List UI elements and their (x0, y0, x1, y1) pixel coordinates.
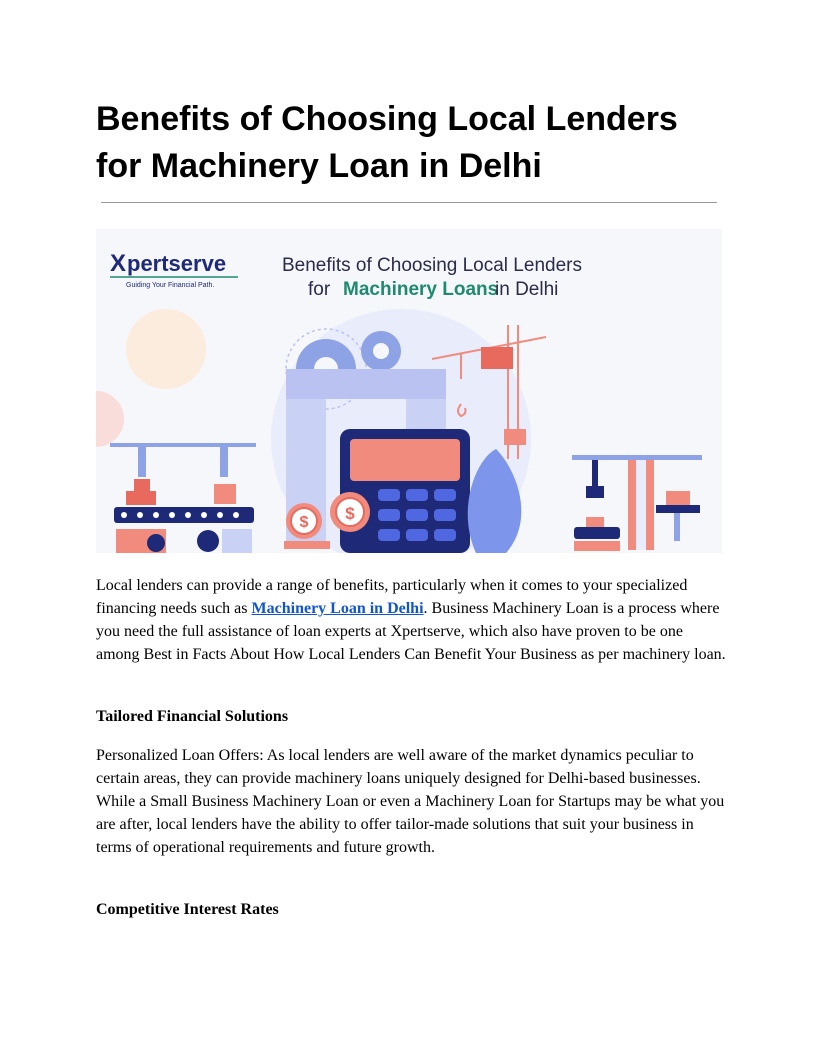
title-divider (101, 202, 717, 203)
crane-cabin (481, 347, 513, 369)
machinery-loan-link[interactable]: Machinery Loan in Delhi (251, 600, 424, 617)
gear-small-hub (373, 343, 389, 359)
brand-x: X (110, 250, 127, 277)
banner-heading-line-1: Benefits of Choosing Local Lenders (282, 255, 582, 276)
brand-name: pertserve (127, 251, 227, 276)
intro-text-after: . Business Machinery Loan is a process where you need the full assistance of loan experts at Xpertserve, which also have proven to be one among Best in Facts About How Local Lenders Can Benefit Your Business as per machinery loan. (96, 600, 726, 663)
document-title (96, 96, 736, 190)
sun-glow-left (126, 309, 206, 389)
intro-paragraph (96, 574, 726, 666)
title-line-1: Benefits of Choosing Local Lenders (96, 100, 678, 138)
dollar-coin-icon (330, 492, 370, 532)
coin-symbol-1: $ (299, 514, 309, 531)
personalized-offers-paragraph: Personalized Loan Offers: As local lenders are well aware of the market dynamics peculiar to certain areas, they can provide machinery loans uniquely designed for Delhi-based businesses. While a Small Business Machinery Loan or even a Machinery Loan for Startups may be what you are after, local lenders have the ability to offer tailor-made solutions that suit your business in terms of operational requirements and future growth. (96, 747, 725, 856)
coin-symbol-2: $ (345, 504, 355, 523)
section-heading-tailored: Tailored Financial Solutions (96, 708, 289, 725)
dollar-coin-icon (286, 503, 322, 539)
banner-heading-post: in Delhi (495, 279, 559, 300)
banner-heading-highlight: Machinery Loans (343, 279, 499, 300)
crane-base-block (504, 429, 526, 445)
banner-heading-for: for (308, 279, 331, 300)
calculator-icon (340, 429, 470, 553)
coin-stack (284, 541, 330, 549)
title-line-2: for Machinery Loan in Delhi (96, 147, 542, 185)
intro-text-before: Local lenders can provide a range of benefits, particularly when it comes to your specialized financing needs such as (96, 577, 688, 617)
machine-beam (286, 369, 446, 399)
banner-illustration (96, 229, 722, 553)
brand-tagline: Guiding Your Financial Path. (126, 282, 215, 289)
section-heading-rates: Competitive Interest Rates (96, 901, 279, 918)
